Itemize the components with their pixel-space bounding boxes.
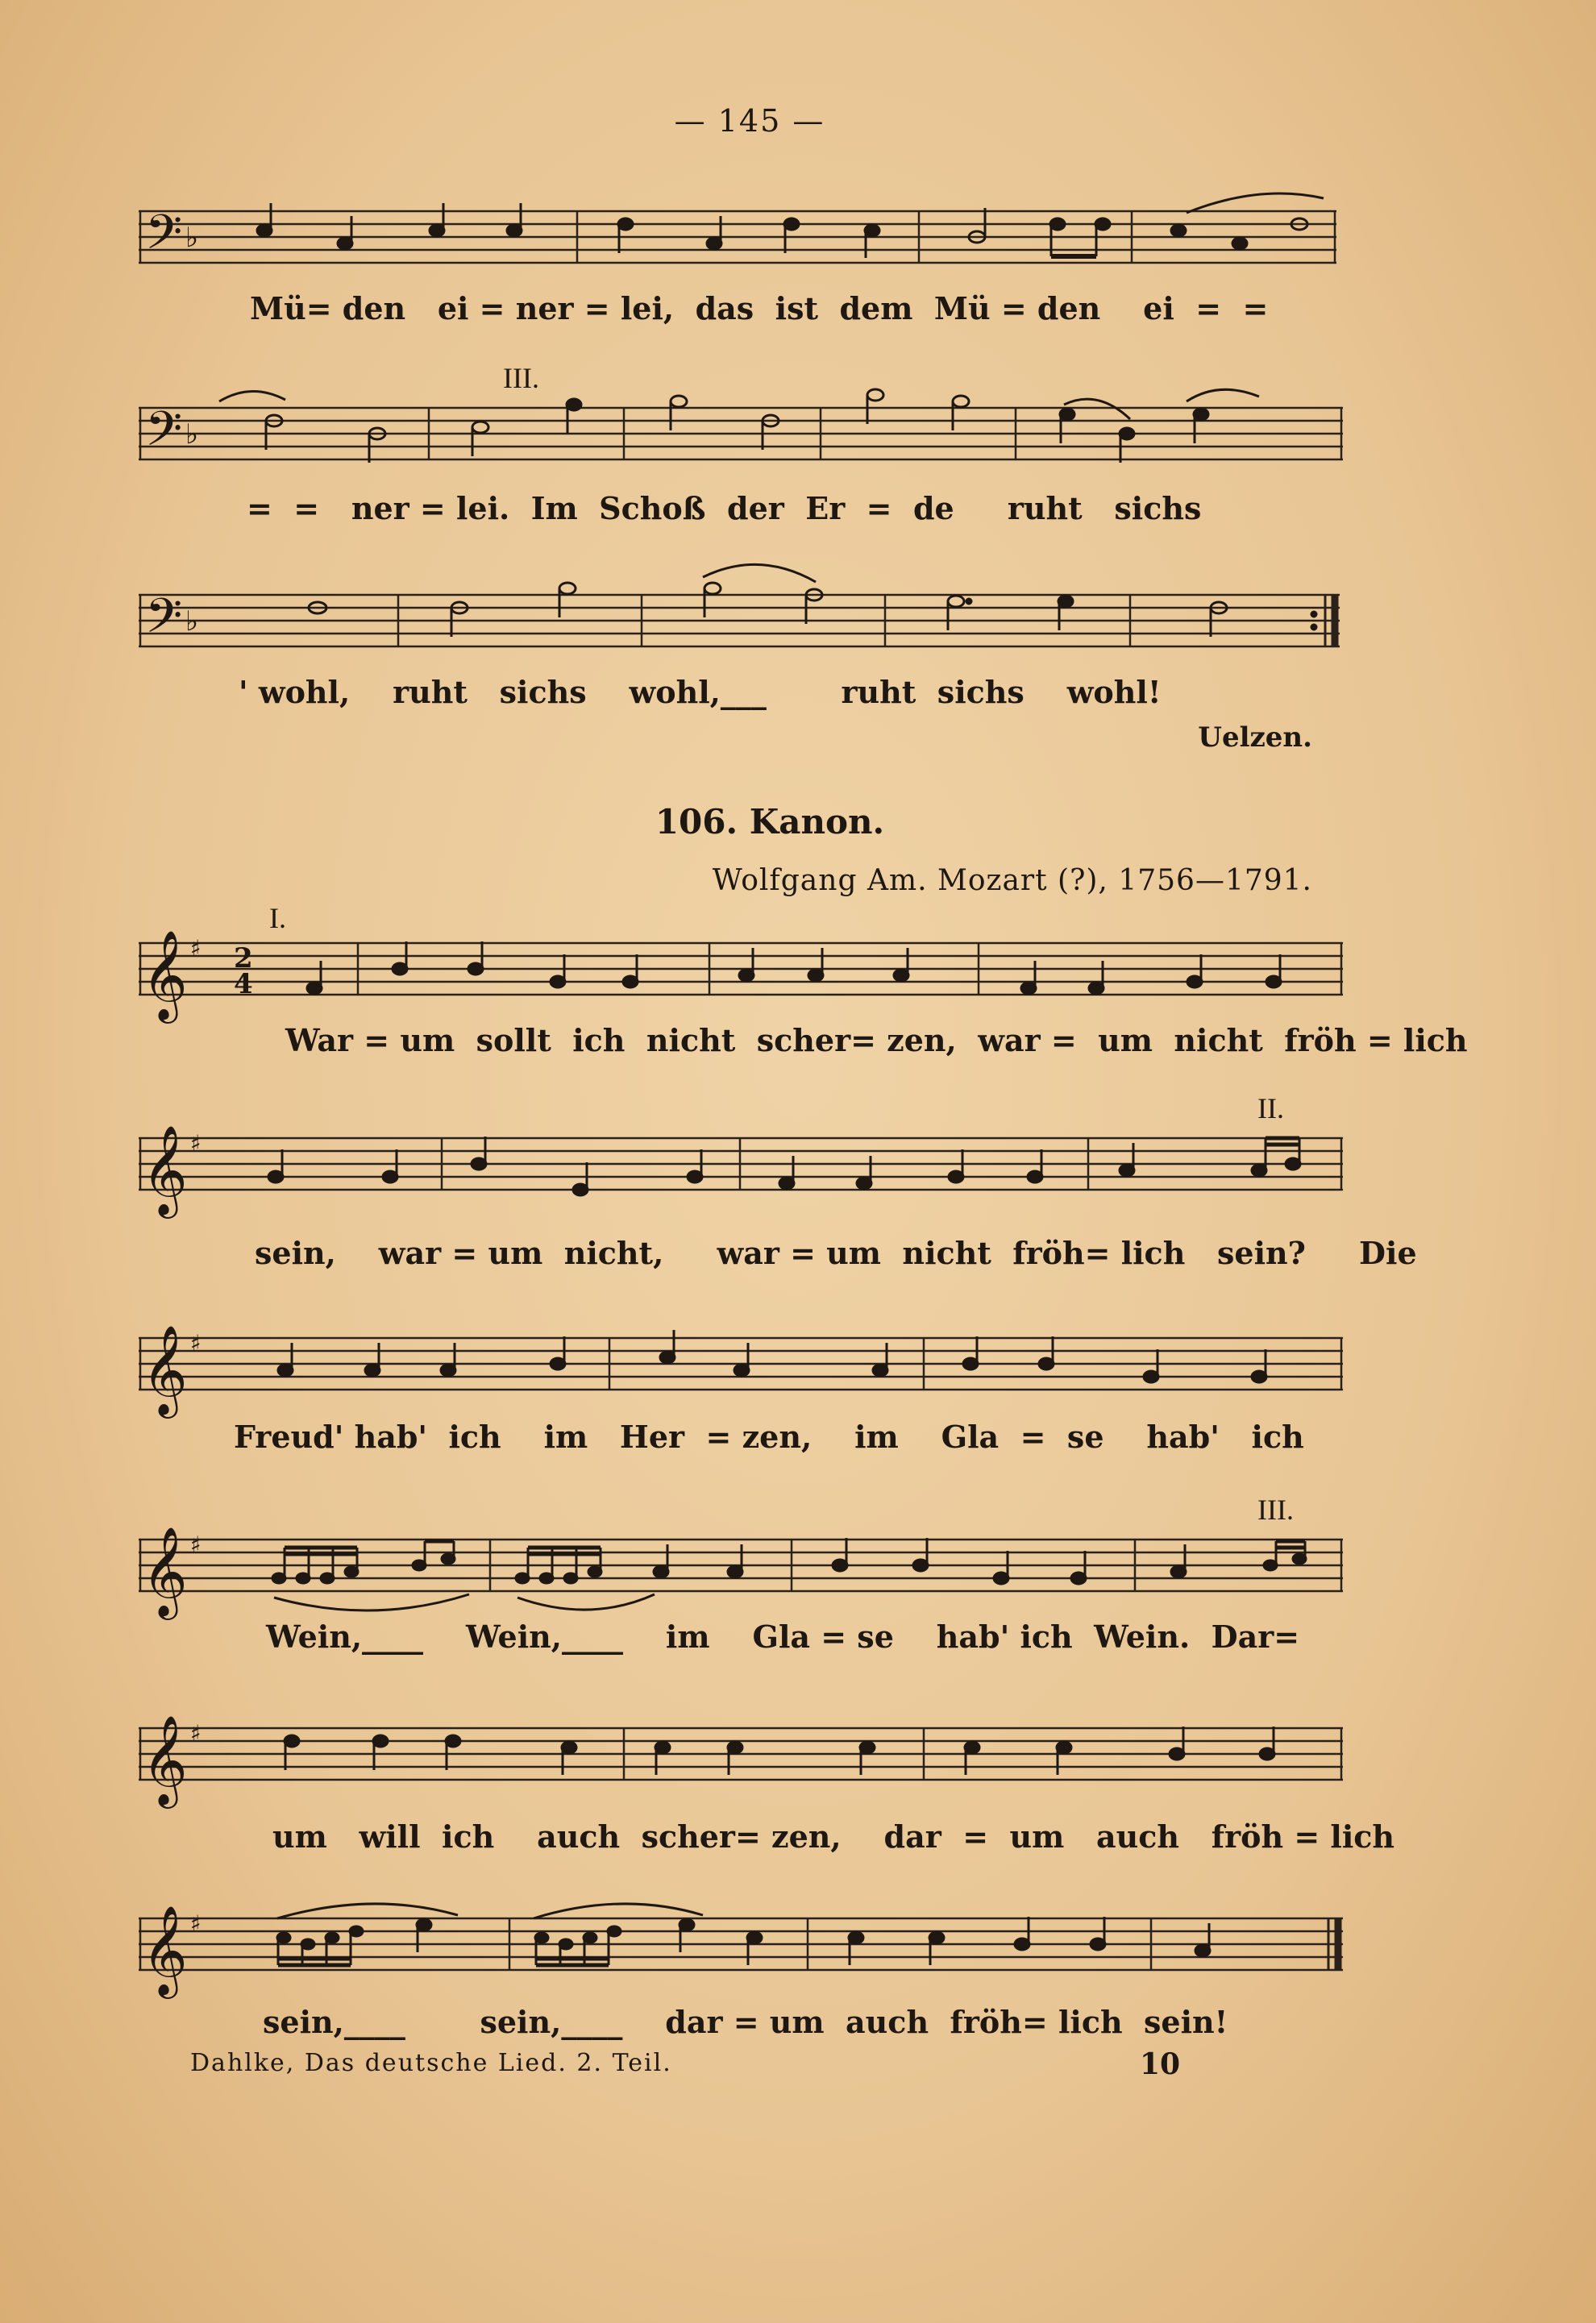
song-attribution: Uelzen. (1198, 721, 1312, 754)
flat-icon: ♭ (185, 418, 199, 451)
treble-clef-icon: 𝄞 (142, 1714, 188, 1805)
treble-clef-icon: 𝄞 (142, 1905, 188, 1995)
lyrics-line: sein,____ sein,____ dar = um auch fröh= lich sein! (263, 2004, 1228, 2040)
time-signature: 2 (234, 942, 253, 974)
part-label: III. (1257, 1494, 1294, 1526)
music-staff-treble-2 (139, 1124, 1343, 1215)
staff-lines (139, 1905, 1343, 1995)
lyrics-line: = = ner = lei. Im Schoß der Er = de ruht sichs (247, 490, 1202, 526)
sharp-icon: ♯ (190, 1130, 202, 1157)
sharp-icon: ♯ (190, 935, 202, 962)
part-label: I. (269, 902, 286, 934)
composer-credit: Wolfgang Am. Mozart (?), 1756—1791. (712, 864, 1312, 897)
music-staff-treble-1 (139, 929, 1343, 1020)
sharp-icon: ♯ (190, 1910, 202, 1937)
staff-lines (139, 204, 1336, 272)
svg-text:4: 4 (234, 968, 253, 1000)
bass-clef-icon: 𝄢 (145, 588, 183, 655)
staff-lines (139, 588, 1340, 656)
lyrics-line: um will ich auch scher= zen, dar = um auch fröh = lich (272, 1818, 1395, 1855)
lyrics-line: sein, war = um nicht, war = um nicht fröh= lich sein? Die (255, 1235, 1417, 1271)
bass-clef-icon: 𝄢 (145, 204, 183, 272)
flat-icon: ♭ (185, 605, 199, 638)
part-label: II. (1257, 1092, 1284, 1124)
flat-icon: ♭ (185, 222, 199, 254)
sharp-icon: ♯ (190, 1720, 202, 1747)
sharp-icon: ♯ (190, 1531, 202, 1558)
lyrics-line: Wein,____ Wein,____ im Gla = se hab' ich Wein. Dar= (266, 1619, 1300, 1655)
staff-lines (139, 1526, 1343, 1616)
lyrics-line: Mü= den ei = ner = lei, das ist dem Mü = den ei = = (250, 290, 1269, 326)
music-staff-treble-6 (139, 1905, 1343, 1995)
music-staff-treble-3 (139, 1324, 1343, 1415)
treble-clef-icon: 𝄞 (142, 929, 188, 1020)
page-number: — 145 — (674, 103, 825, 139)
book-footer: Dahlke, Das deutsche Lied. 2. Teil. (190, 2049, 672, 2077)
treble-clef-icon: 𝄞 (142, 1526, 188, 1616)
staff-lines (139, 1124, 1343, 1215)
music-staff-bass-1 (139, 204, 1336, 272)
lyrics-line: ' wohl, ruht sichs wohl,___ ruht sichs wohl! (239, 674, 1162, 710)
treble-clef-icon: 𝄞 (142, 1324, 188, 1415)
signature-mark: 10 (1140, 2047, 1181, 2081)
music-staff-treble-4 (139, 1526, 1343, 1616)
staff-lines (139, 929, 1343, 1020)
music-staff-treble-5 (139, 1714, 1343, 1805)
staff-lines (139, 1324, 1343, 1415)
lyrics-line: Freud' hab' ich im Her = zen, im Gla = se hab' ich (234, 1419, 1304, 1455)
staff-lines (139, 401, 1343, 469)
treble-clef-icon: 𝄞 (142, 1124, 188, 1215)
music-staff-bass-2 (139, 401, 1343, 469)
bass-clef-icon: 𝄢 (145, 401, 183, 468)
part-label: III. (503, 362, 539, 394)
music-staff-bass-3 (139, 588, 1340, 656)
sharp-icon: ♯ (190, 1330, 202, 1357)
lyrics-line: War = um sollt ich nicht scher= zen, war = um nicht fröh = lich (285, 1022, 1468, 1058)
staff-lines (139, 1714, 1343, 1805)
song-title: 106. Kanon. (655, 802, 885, 842)
